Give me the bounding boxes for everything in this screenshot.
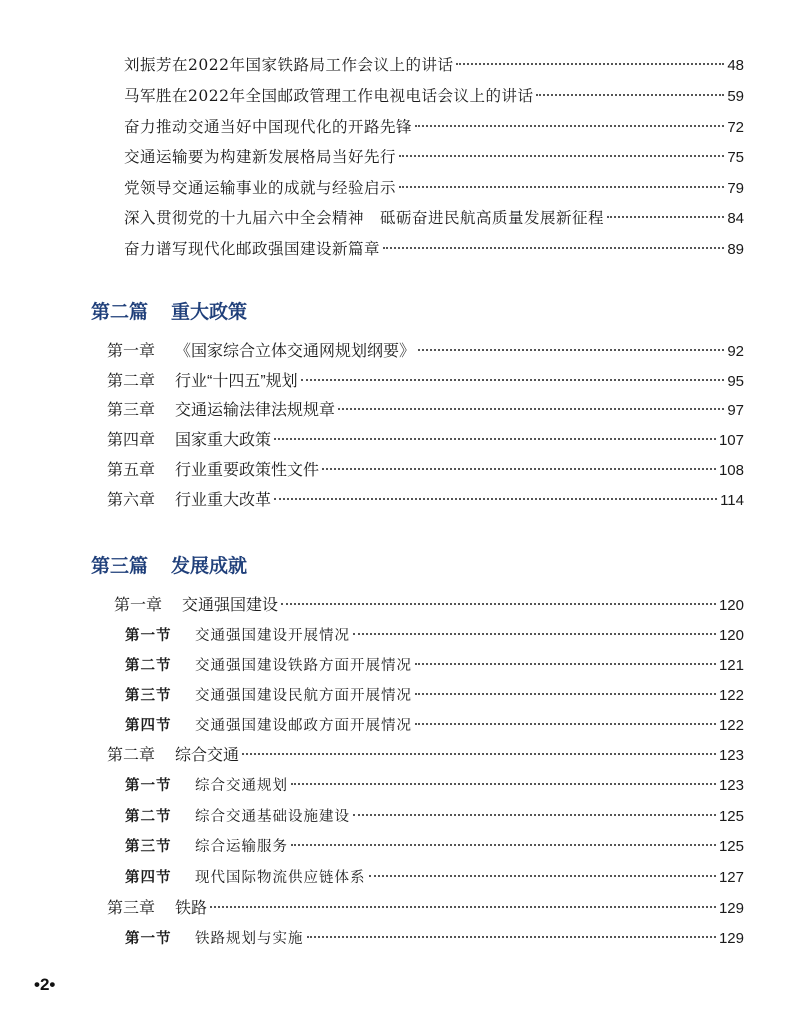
page-number: 129 (718, 930, 744, 947)
dot-leader (415, 663, 716, 665)
section-title: 综合交通基础设施建设 (195, 809, 350, 825)
dot-leader (291, 783, 716, 785)
toc-entry-section[interactable] (125, 623, 744, 649)
chapter-number: 第五章 (107, 462, 156, 479)
chapter-number: 第二章 (107, 747, 156, 764)
toc-entry-section[interactable] (125, 865, 744, 891)
section-number: 第三节 (125, 838, 172, 855)
page-number: 120 (718, 597, 744, 614)
toc-entry-chapter[interactable] (107, 458, 744, 484)
page-number: 75 (727, 149, 744, 166)
toc-entry-speech[interactable] (124, 52, 744, 78)
page-number: 125 (718, 838, 744, 855)
page-number: 79 (727, 180, 744, 197)
toc-entry-chapter[interactable] (107, 398, 744, 424)
section-title: 综合交通规划 (195, 778, 288, 794)
entry-title: 交通运输要为构建新发展格局当好先行 (124, 148, 397, 166)
chapter-title: 国家重大政策 (175, 432, 272, 449)
section-title: 现代国际物流供应链体系 (195, 870, 366, 886)
entry-title: 奋力推动交通当好中国现代化的开路先锋 (124, 118, 413, 136)
entry-title: 深入贯彻党的十九届六中全会精神 砥砺奋进民航高质量发展新征程 (124, 209, 605, 227)
dot-leader (291, 844, 716, 846)
section-number: 第一节 (125, 777, 172, 794)
page-number: 95 (727, 373, 744, 390)
part-title: 重大政策 (171, 301, 248, 323)
chapter-title: 行业重要政策性文件 (175, 462, 320, 479)
chapter-number: 第一章 (114, 597, 163, 614)
section-number: 第三节 (125, 687, 172, 704)
part-heading (91, 551, 247, 578)
section-title: 铁路规划与实施 (195, 931, 304, 947)
chapter-title: 行业“十四五”规划 (175, 373, 298, 390)
section-title: 交通强国建设邮政方面开展情况 (195, 718, 412, 734)
toc-entry-chapter[interactable] (107, 339, 744, 365)
toc-entry-section[interactable] (125, 926, 744, 952)
chapter-number: 第一章 (107, 343, 156, 360)
toc-entry-chapter[interactable] (114, 593, 744, 619)
page-number: 125 (718, 808, 744, 825)
page-number: 97 (727, 402, 744, 419)
toc-entry-section[interactable] (125, 804, 744, 830)
dot-leader (307, 936, 716, 938)
entry-title: 奋力谱写现代化邮政强国建设新篇章 (124, 240, 381, 258)
page-number: 89 (727, 241, 744, 258)
dot-leader (399, 186, 724, 188)
dot-leader (353, 814, 716, 816)
dot-leader (418, 349, 724, 351)
toc-entry-speech[interactable] (124, 144, 744, 170)
toc-entry-section[interactable] (125, 683, 744, 709)
page-number: 122 (718, 687, 744, 704)
section-number: 第一节 (125, 930, 172, 947)
chapter-number: 第六章 (107, 492, 156, 509)
page-number: 122 (718, 717, 744, 734)
page-number: 129 (718, 900, 744, 917)
section-title: 交通强国建设开展情况 (195, 628, 350, 644)
dot-leader (415, 723, 716, 725)
toc-entry-speech[interactable] (124, 205, 744, 231)
dot-leader (322, 468, 716, 470)
chapter-title: 铁路 (175, 900, 208, 917)
toc-entry-section[interactable] (125, 834, 744, 860)
toc-entry-chapter[interactable] (107, 896, 744, 922)
dot-leader (456, 63, 724, 65)
section-title: 交通强国建设铁路方面开展情况 (195, 658, 412, 674)
section-title: 综合运输服务 (195, 839, 288, 855)
chapter-title: 《国家综合立体交通网规划纲要》 (175, 343, 416, 360)
chapter-number: 第三章 (107, 402, 156, 419)
dot-leader (607, 216, 724, 218)
page-number: 84 (727, 210, 744, 227)
toc-entry-section[interactable] (125, 713, 744, 739)
part-heading (91, 297, 247, 324)
page-number: 123 (718, 747, 744, 764)
section-number: 第四节 (125, 869, 172, 886)
page-number: 72 (727, 119, 744, 136)
chapter-number: 第二章 (107, 373, 156, 390)
dot-leader (415, 693, 716, 695)
toc-entry-speech[interactable] (124, 83, 744, 109)
toc-entry-chapter[interactable] (107, 428, 744, 454)
toc-entry-speech[interactable] (124, 175, 744, 201)
dot-leader (353, 633, 716, 635)
page-folio: •2• (34, 975, 56, 994)
toc-entry-speech[interactable] (124, 114, 744, 140)
dot-leader (536, 94, 724, 96)
section-title: 交通强国建设民航方面开展情况 (195, 688, 412, 704)
toc-entry-speech[interactable] (124, 236, 744, 262)
page-number: 108 (718, 462, 744, 479)
page-number: 59 (727, 88, 744, 105)
entry-title: 刘振芳在2022年国家铁路局工作会议上的讲话 (124, 56, 454, 74)
chapter-number: 第三章 (107, 900, 156, 917)
chapter-title: 综合交通 (175, 747, 240, 764)
page-number: 120 (718, 627, 744, 644)
toc-entry-section[interactable] (125, 773, 744, 799)
chapter-number: 第四章 (107, 432, 156, 449)
dot-leader (383, 247, 724, 249)
dot-leader (301, 379, 725, 381)
section-number: 第四节 (125, 717, 172, 734)
page-number: 123 (718, 777, 744, 794)
chapter-title: 交通强国建设 (182, 597, 279, 614)
page-number: 121 (718, 657, 744, 674)
chapter-title: 交通运输法律法规规章 (175, 402, 336, 419)
part-number: 第三篇 (91, 555, 149, 577)
chapter-title: 行业重大改革 (175, 492, 272, 509)
dot-leader (274, 438, 716, 440)
page-number: 107 (718, 432, 744, 449)
dot-leader (210, 906, 716, 908)
dot-leader (415, 125, 724, 127)
dot-leader (338, 408, 724, 410)
part-number: 第二篇 (91, 301, 149, 323)
section-number: 第二节 (125, 808, 172, 825)
page-number: 114 (720, 492, 744, 509)
page-number: 127 (718, 869, 744, 886)
entry-title: 马军胜在2022年全国邮政管理工作电视电话会议上的讲话 (124, 87, 534, 105)
dot-leader (369, 875, 716, 877)
page-number: 48 (727, 57, 744, 74)
entry-title: 党领导交通运输事业的成就与经验启示 (124, 179, 397, 197)
page-number: 92 (727, 343, 744, 360)
dot-leader (281, 603, 716, 605)
dot-leader (399, 155, 724, 157)
section-number: 第二节 (125, 657, 172, 674)
part-title: 发展成就 (171, 555, 248, 577)
section-number: 第一节 (125, 627, 172, 644)
toc-entry-chapter[interactable] (107, 369, 744, 395)
dot-leader (274, 498, 717, 500)
toc-entry-chapter[interactable] (107, 488, 744, 514)
dot-leader (242, 753, 716, 755)
toc-entry-section[interactable] (125, 653, 744, 679)
toc-entry-chapter[interactable] (107, 743, 744, 769)
